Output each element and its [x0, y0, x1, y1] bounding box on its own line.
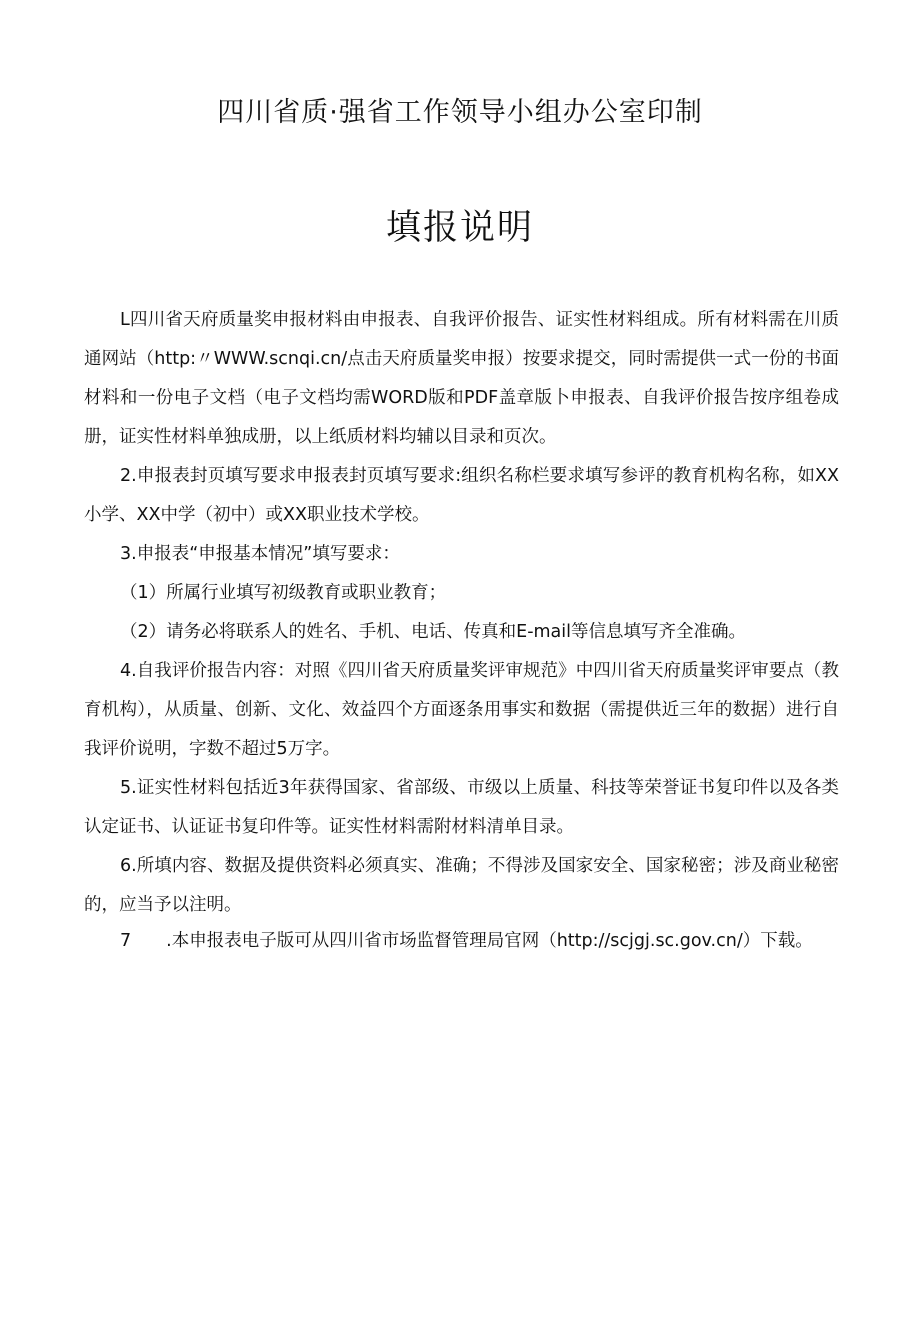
document-title: 填报说明 — [385, 208, 534, 248]
instruction-1: L四川省天府质量奖申报材料由申报表、自我评价报告、证实性材料组成。所有材料需在川质通网站（http:〃WWW.scnqi.cn/点击天府质量奖申报）按要求提交，同时需提供一式一份的书面材料和一份电子文档（电子文档均需WORD版和PDF盖章版卜申报表、自我评价报告按序组卷成册，证实性材料单独成册，以上纸质材料均辅以目录和页次。 — [84, 310, 839, 447]
instruction-4: 4.自我评价报告内容：对照《四川省天府质量奖评审规范》中四川省天府质量奖评审要点（教育机构），从质量、创新、文化、效益四个方面逐条用事实和数据（需提供近三年的数据）进行自我评价说明，字数不超过5万字。 — [84, 661, 839, 759]
issuer-line: 四川省质·强省工作领导小组办公室印制 — [217, 97, 703, 128]
instruction-3: 3.申报表“申报基本情况”填写要求： — [120, 544, 400, 564]
instructions-body — [84, 301, 839, 953]
instruction-5: 5.证实性材料包括近3年获得国家、省部级、市级以上质量、科技等荣誉证书复印件以及各类认定证书、认证证书复印件等。证实性材料需附材料清单目录。 — [84, 778, 839, 837]
instruction-3-1: （1）所属行业填写初级教育或职业教育； — [120, 583, 447, 603]
instruction-7: 7 .本申报表电子版可从四川省市场监督管理局官网（http://scjgj.sc.gov.cn/）下载。 — [120, 931, 813, 951]
instruction-2: 2.申报表封页填写要求申报表封页填写要求:组织名称栏要求填写参评的教育机构名称，如XX小学、XX中学（初中）或XX职业技术学校。 — [84, 466, 839, 525]
instruction-3-2: （2）请务必将联系人的姓名、手机、电话、传真和E-mail等信息填写齐全准确。 — [120, 622, 746, 642]
instruction-6: 6.所填内容、数据及提供资料必须真实、准确；不得涉及国家安全、国家秘密；涉及商业秘密的，应当予以注明。 — [84, 856, 839, 915]
